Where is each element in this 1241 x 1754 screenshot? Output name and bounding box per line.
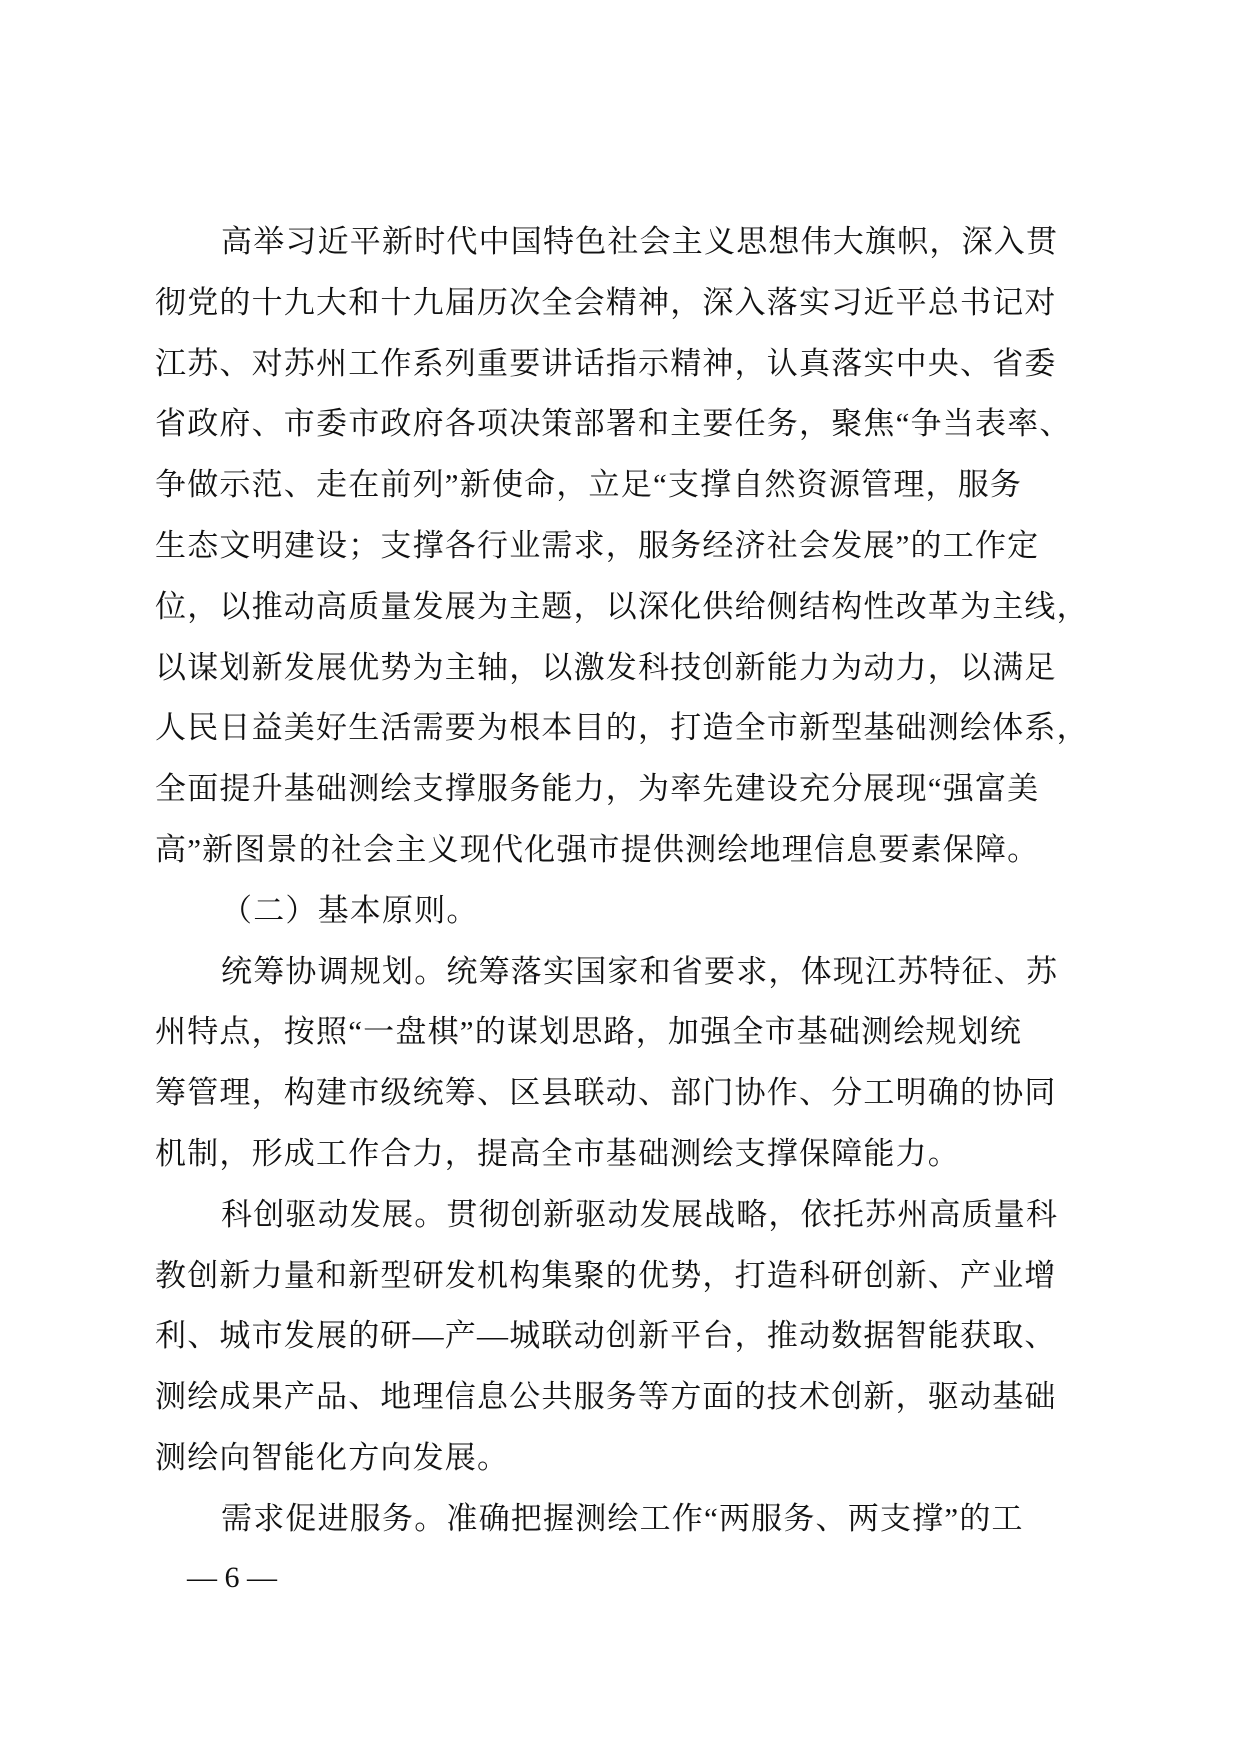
text-line: 高举习近平新时代中国特色社会主义思想伟大旗帜，深入贯 xyxy=(221,224,1059,259)
text-line: 生态文明建设；支撑各行业需求，服务经济社会发展”的工作定 xyxy=(155,527,1040,563)
text-line: 测绘向智能化方向发展。 xyxy=(155,1439,510,1475)
text-line: 高”新图景的社会主义现代化强市提供测绘地理信息要素保障。 xyxy=(155,831,1040,867)
page-number: — 6 — xyxy=(187,1561,277,1594)
text-line: 全面提升基础测绘支撑服务能力，为率先建设充分展现“强富美 xyxy=(155,771,1040,807)
text-line: 位，以推动高质量发展为主题，以深化供给侧结构性改革为主线， xyxy=(155,588,1089,624)
text-line: 以谋划新发展优势为主轴，以激发科技创新能力为动力，以满足 xyxy=(155,649,1057,685)
text-line: 科创驱动发展。贯彻创新驱动发展战略，依托苏州高质量科 xyxy=(221,1196,1059,1232)
text-line: 省政府、市委市政府各项决策部署和主要任务，聚焦“争当表率、 xyxy=(155,406,1072,442)
text-line: 测绘成果产品、地理信息公共服务等方面的技术创新，驱动基础 xyxy=(155,1379,1057,1415)
text-line: 彻党的十九大和十九届历次全会精神，深入落实习近平总书记对 xyxy=(155,284,1057,320)
text-line: 筹管理，构建市级统筹、区县联动、部门协作、分工明确的协同 xyxy=(155,1075,1057,1111)
text-line: 人民日益美好生活需要为根本目的，打造全市新型基础测绘体系， xyxy=(155,710,1089,746)
text-line: 争做示范、走在前列”新使命，立足“支撑自然资源管理，服务 xyxy=(155,467,1023,503)
text-line: 州特点，按照“一盘棋”的谋划思路，加强全市基础测绘规划统 xyxy=(155,1014,1023,1050)
text-line: 机制，形成工作合力，提高全市基础测绘支撑保障能力。 xyxy=(155,1135,960,1171)
text-line: 利、城市发展的研—产—城联动创新平台，推动数据智能获取、 xyxy=(155,1318,1057,1354)
body-text xyxy=(155,212,1089,1550)
text-line: 需求促进服务。准确把握测绘工作“两服务、两支撑”的工 xyxy=(221,1500,1024,1536)
section-heading: （二）基本原则。 xyxy=(221,892,479,928)
text-line: 教创新力量和新型研发机构集聚的优势，打造科研创新、产业增 xyxy=(155,1257,1057,1293)
text-line: 江苏、对苏州工作系列重要讲话指示精神，认真落实中央、省委 xyxy=(155,345,1057,381)
text-line: 统筹协调规划。统筹落实国家和省要求，体现江苏特征、苏 xyxy=(221,953,1059,989)
